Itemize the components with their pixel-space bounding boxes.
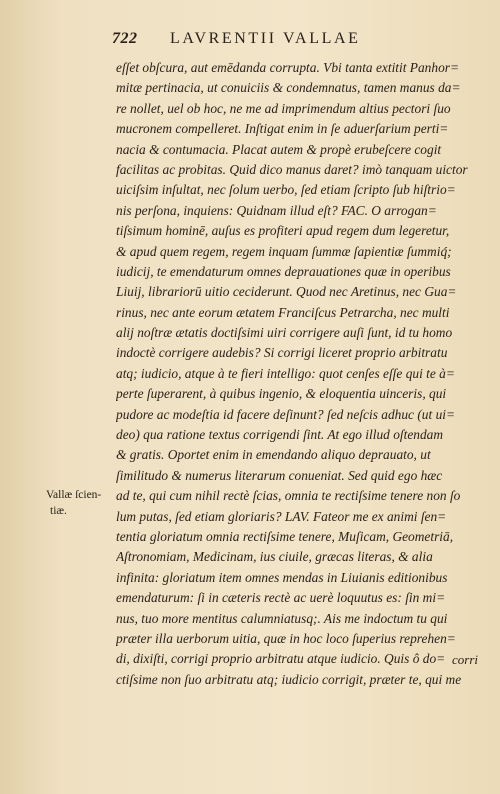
text-line: & gratis. Oportet enim in emendando aliquo deprauato, ut — [116, 447, 431, 463]
text-line: mitæ pertinacia, ut conuiciis & condemnatus, tamen manus da= — [116, 80, 461, 96]
text-line: perte ſuperarent, à quibus ingenio, & eloquentia uinceris, qui — [116, 386, 447, 402]
text-line: nacia & contumacia. Placat autem & propè erubeſcere cogit — [116, 141, 442, 157]
marginal-note — [46, 487, 108, 519]
text-line: ad te, qui cum nihil rectè ſcias, omnia te rectiſsime tenere non ſo — [116, 488, 461, 504]
text-line: nis perſona, inquiens: Quidnam illud eſt? FAC. O arrogan= — [116, 202, 437, 218]
text-line: ſimilitudo & numerus literarum conueniat. Sed quid ego hæc — [116, 467, 443, 483]
text-line: di, dixiſti, corrigi proprio arbitratu atque iudicio. Quis ô do= — [116, 651, 446, 667]
text-line: atq; iudicio, atque à te fieri intelligo: quot cenſes eſſe qui te à= — [116, 365, 455, 381]
catchword: corri — [452, 652, 478, 667]
text-line: indoctè corrigere audebis? Si corrigi liceret proprio arbitratu — [116, 345, 448, 361]
text-line: tentia gloriatum omnia rectiſsime tenere, Muſicam, Geometriā, — [116, 528, 454, 544]
text-line: nus, tuo more mentitus calumniatusq;. Ais me indoctum tu qui — [116, 610, 448, 626]
marginal-note-line: tiæ. — [50, 505, 67, 517]
running-title: LAVRENTII VALLAE — [170, 30, 361, 47]
page-header — [112, 30, 484, 52]
text-line: Liuij, librariorū uitio ceciderunt. Quod nec Aretinus, nec Gua= — [116, 284, 457, 300]
text-line: ctiſsime non ſuo arbitratu atq; iudicio corrigit, præter te, qui me — [116, 671, 462, 687]
marginal-note-line: Vallæ ſcien- — [46, 489, 102, 501]
text-line: re nollet, uel ob hoc, ne me ad imprimendum altius pectori ſuo — [116, 100, 451, 116]
folio-number: 722 — [112, 30, 138, 47]
text-line: tiſsimum hominē, auſus es profiteri apud regem dum legeretur, — [116, 223, 450, 239]
text-line: alij noſtræ ætatis doctiſsimi uiri corrigere auſi ſunt, id tu homo — [116, 325, 453, 341]
text-line: deo) qua ratione textus corrigendi ſint. At ego illud oſtendam — [116, 427, 444, 443]
text-line: eſſet obſcura, aut emēdanda corrupta. Vbi tanta extitit Panhor= — [116, 60, 460, 75]
body-text — [116, 58, 488, 690]
text-line: lum putas, ſed etiam gloriaris? LAV. Fateor me ex animi ſen= — [116, 508, 447, 524]
text-line: pudore ac modeſtia id facere deſinunt? ſed neſcis adhuc (ut ui= — [116, 406, 456, 422]
text-line: emendaturum: ſi in cæteris rectè ac uerè loquutus es: ſin mi= — [116, 590, 446, 606]
text-line: rinus, nec ante eorum ætatem Franciſcus Petrarcha, nec multi — [116, 304, 450, 320]
text-line: iudicij, te emendaturum omnes deprauationes quæ in operibus — [116, 263, 451, 279]
text-line: præter illa uerborum uitia, quæ in hoc loco ſuperius reprehen= — [116, 630, 456, 646]
text-line: mucronem compelleret. Inſtigat enim in ſe aduerſarium perti= — [116, 121, 449, 137]
text-line: Aſtronomiam, Medicinam, ius ciuile, græcas literas, & alia — [116, 549, 433, 565]
text-line: infinita: gloriatum item omnes mendas in Liuianis editionibus — [116, 569, 448, 585]
text-line: & apud quem regem, regem inquam ſummæ ſapientiæ ſummiq́; — [116, 243, 452, 259]
text-line: uiciſsim inſultat, nec ſolum uerbo, ſed etiam ſcripto ſub hiſtrio= — [116, 182, 456, 198]
text-line: facilitas ac probitas. Quid dico manus daret? imò tanquam uictor — [116, 161, 468, 177]
